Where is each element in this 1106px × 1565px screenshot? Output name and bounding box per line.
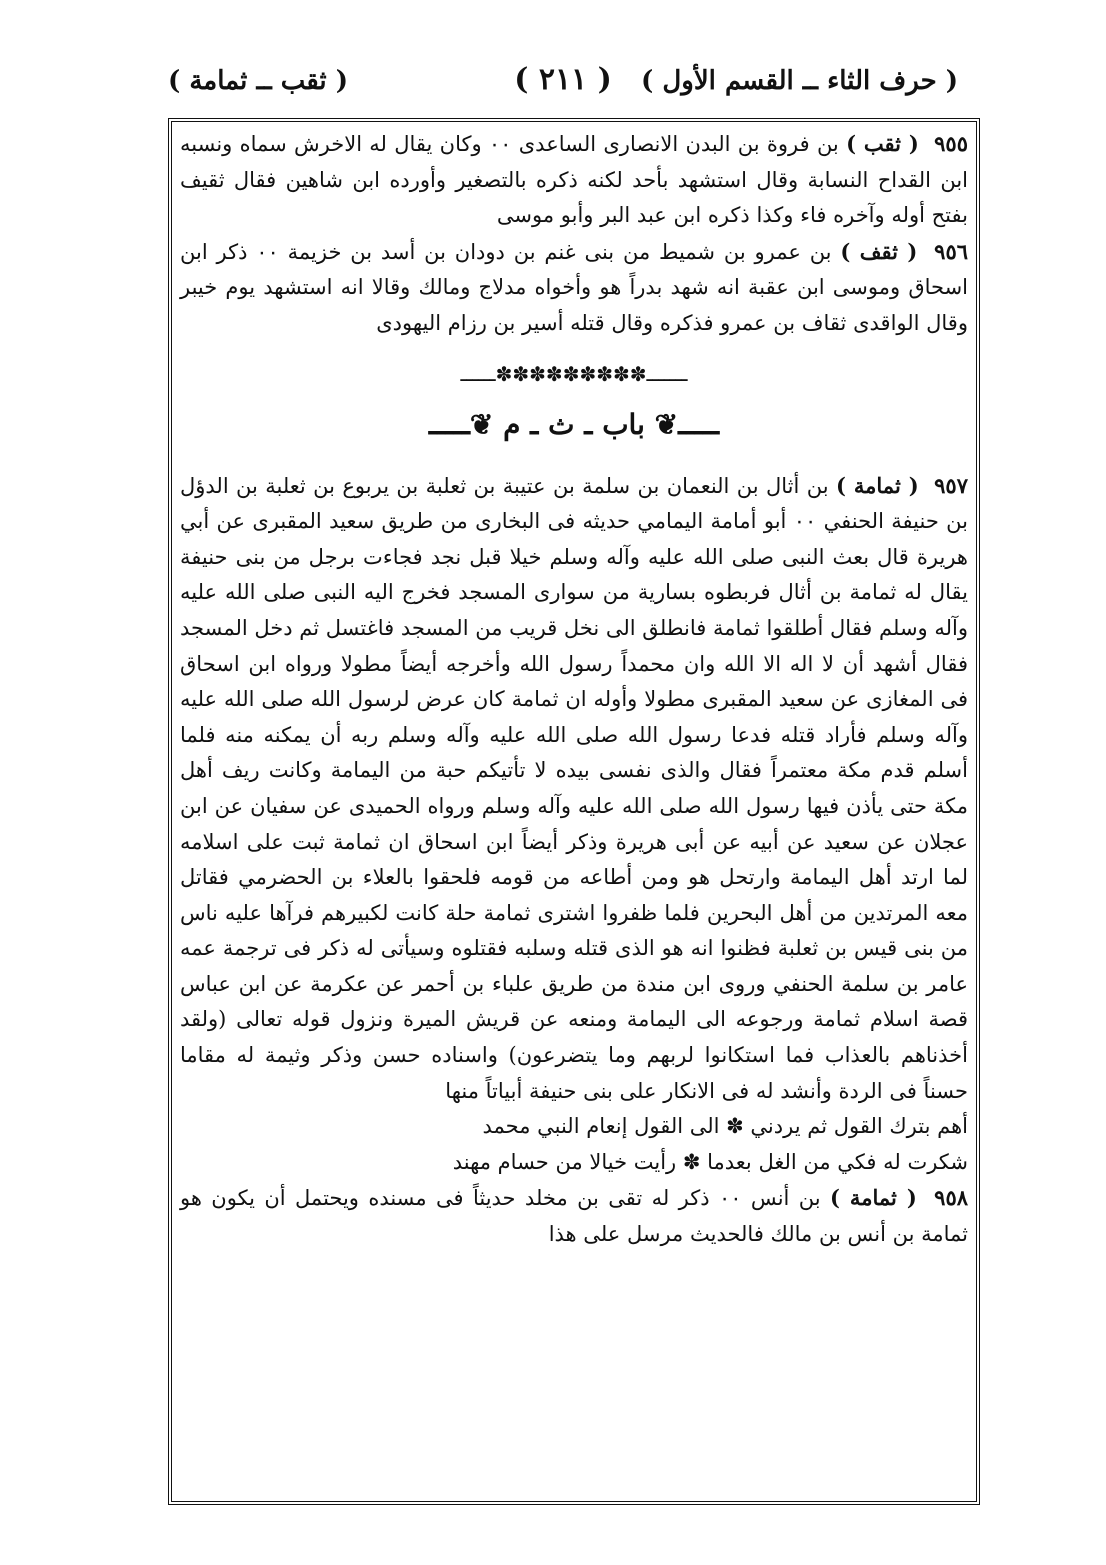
entry-text: بن أنس ٠٠ ذكر له تقى بن مخلد حديثاً فى مسنده ويحتمل أن يكون هو ثمامة بن أنس بن مالك فالحديث مرسل على هذا [180, 1186, 968, 1247]
entry-text: بن فروة بن البدن الانصارى الساعدى ٠٠ وكان يقال له الاخرش سماه ونسبه ابن القداح النسابة وقال استشهد بأحد لكنه ذكره بالتصغير وأورده ابن شاهين فقال ثقيف بفتح أوله وآخره فاء وكذا ذكره ابن عبد البر وأبو موسى [180, 132, 968, 228]
entry-number: ٩٥٨ [934, 1185, 969, 1211]
entry-number: ٩٥٦ [934, 238, 969, 264]
page-header [168, 60, 958, 104]
entry-range-heading: ( ثقب ــ ثمامة ) [168, 66, 349, 96]
page-body [180, 126, 968, 1253]
section-title: ـــــ❦ باب ـ ث ـ م ❦ـــــ [428, 407, 720, 441]
entry-number: ٩٥٧ [934, 472, 968, 498]
entry-956 [180, 234, 968, 342]
ornament-divider: ـــــــ✽✽✽✽✽✽✽✽✽ــــــ [460, 361, 688, 386]
entry-text: بن أثال بن النعمان بن سلمة بن عتيبة بن ثعلبة بن يربوع بن ثعلبة بن الدؤل بن حنيفة الحنفي ٠٠ أبو أمامة اليمامي حديثه فى البخارى من طريق سعيد المقبرى عن أبي هريرة قال بعث النبى صلى الله عليه وآله وسلم خيلا قبل نجد فجاءت برجل من بنى حنيفة يقال له ثمامة بن أثال فربطوه بسارية من سوارى المسجد فخرج اليه النبى صلى الله عليه وآله وسلم فقال أطلقوا ثمامة فانطلق الى نخل قريب من المسجد فاغتسل ثم دخل المسجد فقال أشهد أن لا اله الا الله وان محمداً رسول الله وأخرجه أيضاً مطولا ورواه ابن اسحاق فى المغازى عن سعيد المقبرى مطولا وأوله ان ثمامة كان عرض لرسول الله صلى الله عليه وآله وسلم فأراد قتله فدعا رسول الله صلى الله عليه وآله وسلم ربه أن يمكنه منه فلما أسلم قدم مكة معتمراً فقال والذى نفسى بيده لا تأتيكم حبة من اليمامة وكانت ريف أهل مكة حتى يأذن فيها رسول الله صلى الله عليه وآله وسلم ورواه الحميدى عن سفيان عن ابن عجلان عن سعيد عن أبيه عن أبى هريرة وذكر أيضاً ابن اسحاق ان ثمامة ثبت على اسلامه لما ارتد أهل اليمامة وارتحل هو ومن أطاعه من قومه فلحقوا بالعلاء بن الحضرمي فقاتل معه المرتدين من أهل البحرين فلما ظفروا اشترى ثمامة حلة كانت لكبيرهم فرآها عليه ناس من بنى قيس بن ثعلبة فظنوا انه هو الذى قتله وسلبه فقتلوه وسيأتى له ذكر فى ترجمة عمه عامر بن سلمة الحنفي وروى ابن مندة من طريق علباء بن أحمر عن عكرمة عن ابن عباس قصة اسلام ثمامة ورجوعه الى اليمامة ومنعه عن قريش الميرة ونزول قوله تعالى (ولقد أخذناهم بالعذاب فما استكانوا لربهم وما يتضرعون) واسناده حسن وذكر وثيمة له مقاما حسناً فى الردة وأنشد له فى الانكار على بنى حنيفة أبياتاً منها [180, 473, 968, 1103]
entry-name: ( ثقب ) [846, 131, 919, 156]
poem-verse: أهم بترك القول ثم يردني ✽ الى القول إنعام النبي محمد [482, 1114, 968, 1139]
poem-verse: شكرت له فكي من الغل بعدما ✽ رأيت خيالا من حسام مهند [452, 1149, 968, 1174]
page-number: ( ٢١١ ) [514, 62, 612, 97]
entry-name: ( ثقف ) [840, 238, 918, 264]
chapter-heading: ( حرف الثاء ــ القسم الأول ) [641, 66, 958, 96]
entry-number: ٩٥٥ [934, 131, 968, 156]
entry-text: بن عمرو بن شميط من بنى غنم بن دودان بن أسد بن خزيمة ٠٠ ذكر ابن اسحاق وموسى ابن عقبة انه شهد بدراً هو وأخواه مدلاج ومالك وقالا انه استشهد يوم خيبر وقال الواقدى ثقاف بن عمرو فذكره وقال قتله أسير بن رزام اليهودى [180, 239, 968, 335]
entry-957 [180, 468, 968, 1110]
entry-955 [180, 126, 968, 234]
entry-name: ( ثمامة ) [829, 1185, 917, 1211]
entry-name: ( ثمامة ) [835, 472, 919, 498]
entry-958 [180, 1180, 968, 1252]
